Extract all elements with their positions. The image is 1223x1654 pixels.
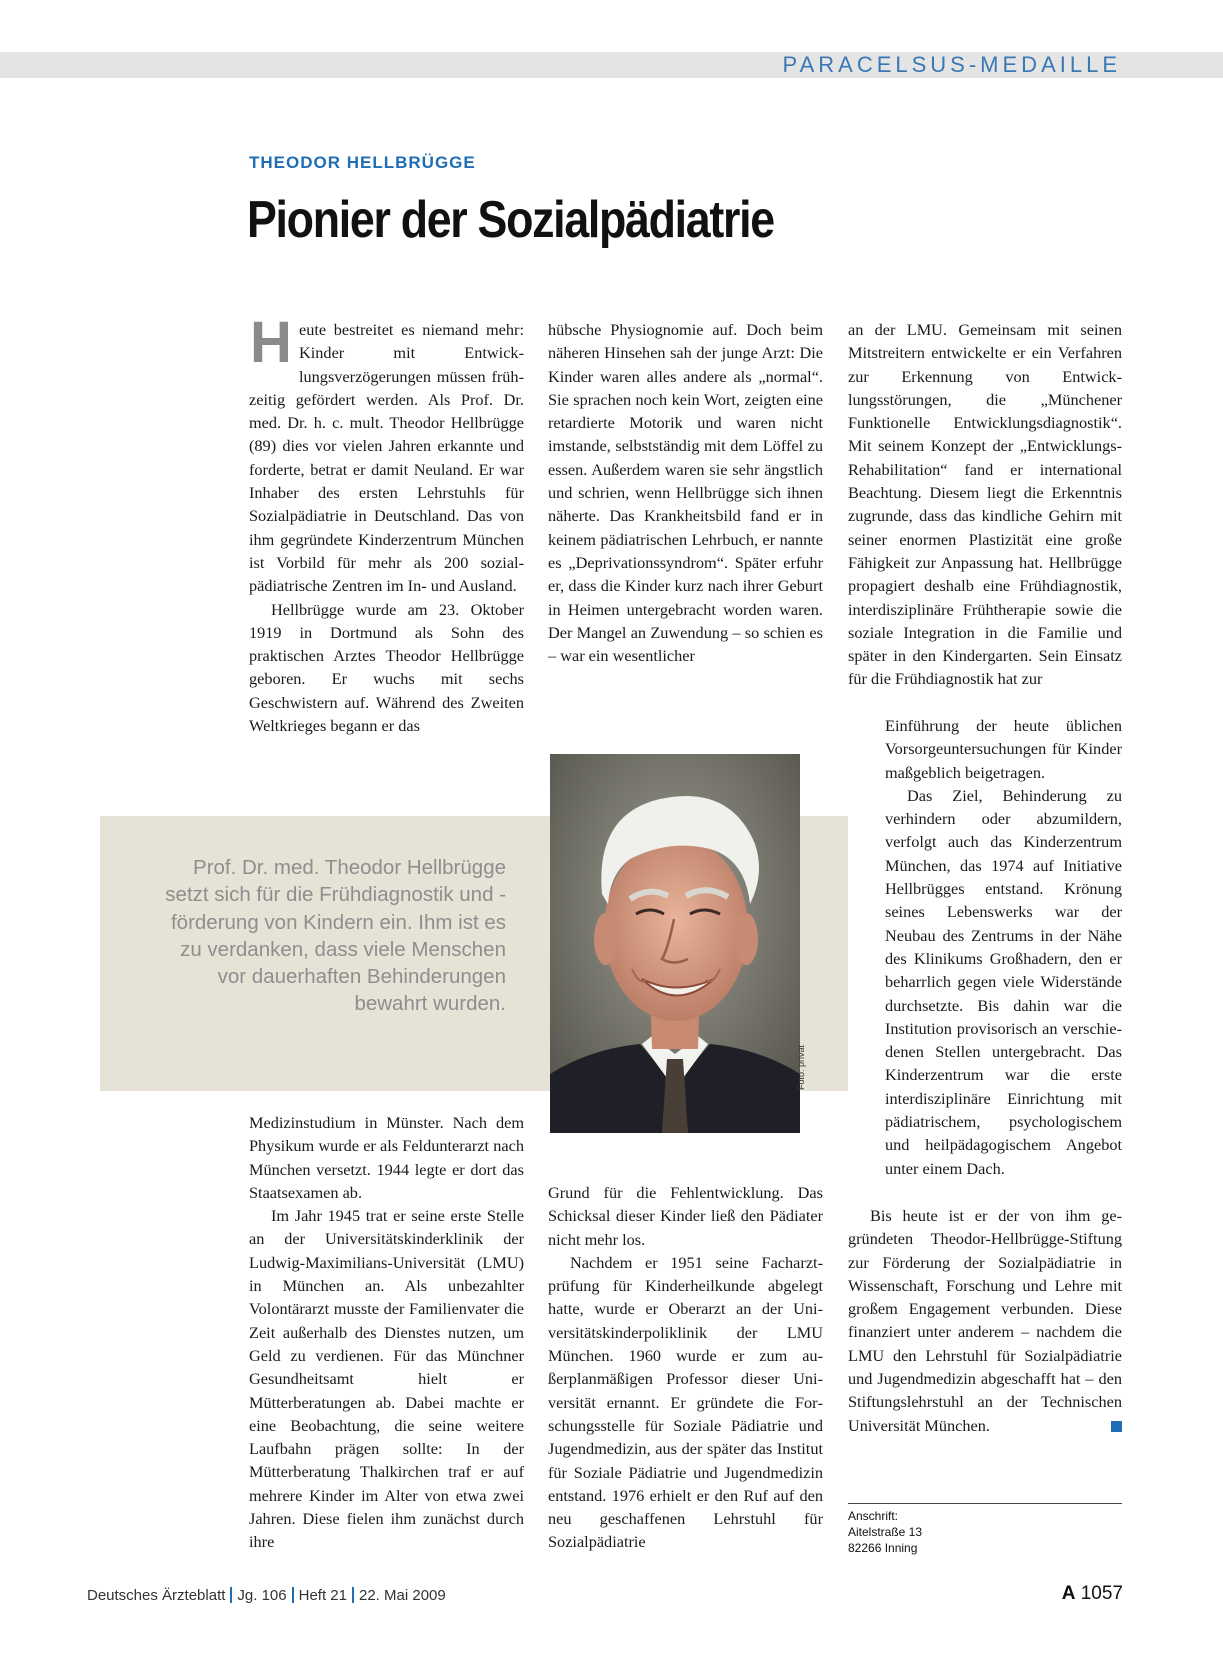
volume: Jg. 106 — [237, 1587, 287, 1604]
paragraph: Medizinstudium in Münster. Nach dem Physikum wurde er als Feldunterarzt nach München versetzt. 1944 legte er dort das Staatsexamen ab. — [249, 1113, 524, 1202]
paragraph: Grund für die Fehlentwicklung. Das Schicksal dieser Kinder ließ den Pädiater nicht mehr los. — [548, 1183, 823, 1249]
paragraph-text: Bis heute ist er der von ihm gegründeten Theodor-Hellbrügge-Stiftung zur Förderung der Sozialpädiatrie in Wissenschaft, Forschung und Lehre mit großem Engagement verbunden. Diese finanziert unter anderem – nachdem die LMU den Lehrstuhl für Sozialpädiatrie und Jugendmedizin abgeschafft hat – den Stiftungslehrstuhl an der Technischen Universität München. — [848, 1206, 1122, 1435]
paragraph: Nachdem er 1951 seine Facharztprüfung für Kinderheilkunde abgelegt hatte, wurde er Oberarzt an der Universitätskinderpoliklinik der LMU München. 1960 wurde er zum außerplanmäßigen Professor dieser Universität ernannt. Er gründete die Forschungsstelle für Soziale Pädiatrie und Jugendmedizin, aus der später das Institut für Soziale Pädiatrie und Jugendmedizin entstand. 1976 erhielt er den Ruf auf den neu geschaffenen Lehrstuhl für Sozialpädiatrie — [548, 1252, 823, 1552]
column-3-top — [848, 318, 1122, 691]
paragraph: Das Ziel, Behinderung zu verhindern oder abzumildern, verfolgt auch das Kinderzentrum München, das 1974 auf Initiative Hellbrügges entstand. Krönung seines Lebenswerks war der Neubau des Zentrums in der Nähe des Klinikums Großhadern, den er beharrlich gegen viele Widerstände durchsetzte. Bis dahin war die Institution provisorisch an verschiedenen Stellen untergebracht. Das Kinderzentrum war die erste interdisziplinäre Einrichtung mit pädiatrischem, psychologischem und heilpädagogischem Angebot unter einem Dach. — [885, 785, 1122, 1178]
page-number-value: 1057 — [1080, 1583, 1123, 1604]
separator — [292, 1587, 294, 1603]
page-prefix: A — [1061, 1583, 1076, 1604]
address-divider — [848, 1503, 1122, 1504]
drop-cap: H — [250, 310, 292, 375]
portrait-illustration — [550, 754, 800, 1133]
portrait-photo — [550, 754, 800, 1133]
address-label: Anschrift: — [848, 1509, 899, 1523]
footer — [87, 1587, 446, 1604]
address-block — [848, 1508, 922, 1556]
paragraph — [848, 1204, 1122, 1437]
pullquote-text: Prof. Dr. med. Theodor Hellbrügge setzt sich für die Frühdiagnostik und -förderung von Kindern ein. Ihm ist es zu verdanken, dass viele Menschen vor dauerhaften Behinderungen bewahrt wurden. — [165, 856, 506, 1016]
address-street: Aitelstraße 13 — [848, 1525, 923, 1539]
paragraph: eute bestreitet es niemand mehr: Kinder mit Entwicklungsverzögerungen müssen frühzeitig gefördert werden. Als Prof. Dr. med. Dr. h. c. mult. Theodor Hellbrügge (89) dies vor vielen Jahren erkannte und forderte, betrat er damit Neuland. Er war Inhaber des ersten Lehrstuhls für Sozialpädiatrie in Deutschland. Das von ihm gegründete Kinderzentrum München ist Vorbild für mehr als 200 sozialpädiatrische Zentren im In- und Ausland. — [249, 320, 524, 596]
column-1-top — [249, 310, 524, 737]
article-kicker: THEODOR HELLBRÜGGE — [249, 153, 476, 172]
photo-credit: Foto: privat — [796, 1044, 806, 1090]
paragraph: Hellbrügge wurde am 23. Oktober 1919 in Dortmund als Sohn des praktischen Arztes Theodor Hellbrügge geboren. Er wuchs mit sechs Geschwistern auf. Während des Zweiten Weltkrieges begann er das — [249, 599, 524, 736]
separator — [230, 1587, 232, 1603]
column-3-middle — [885, 714, 1122, 1180]
article-title: Pionier der Sozialpädiatrie — [247, 191, 774, 249]
address-city: 82266 Inning — [848, 1541, 918, 1555]
end-mark-icon — [1111, 1421, 1122, 1432]
paragraph: Einführung der heute üblichen Vorsorgeuntersuchungen für Kinder maßgeblich beigetragen. — [885, 716, 1122, 782]
issue: Heft 21 — [298, 1587, 347, 1604]
issue-date: 22. Mai 2009 — [359, 1587, 446, 1604]
paragraph: hübsche Physiognomie auf. Doch beim näheren Hinsehen sah der junge Arzt: Die Kinder waren alles andere als „normal“. Sie sprachen noch kein Wort, zeigten eine retardierte Motorik und waren nicht imstande, selbstständig mit dem Löffel zu essen. Außerdem waren sie sehr ängstlich und schrien, wenn Hellbrügge sich ihnen näherte. Das Krankheitsbild fand er in keinem pädiatrischen Lehrbuch, er nannte es „Deprivationssyndrom“. Später erfuhr er, dass die Kinder kurz nach ihrer Geburt in Heimen untergebracht worden waren. Der Mangel an Zuwendung – so schien es – war ein wesentlicher — [548, 320, 823, 666]
paragraph: Im Jahr 1945 trat er seine erste Stelle an der Universitätskinderklinik der Ludwig-Maximilians-Universität (LMU) in München an. Als unbezahlter Volontärarzt musste der Familienvater die Zeit außerhalb des Dienstes nutzen, um Geld zu verdienen. Für das Münchner Gesundheitsamt hielt er Mütterberatungen ab. Dabei machte er eine Beobachtung, die seine weitere Laufbahn prägen sollte: In der Mütterberatung Thalkirchen traf er auf mehrere Kinder im Alter von etwa zwei Jahren. Diese fielen ihm zunächst durch ihre — [249, 1206, 524, 1552]
column-2-bottom — [548, 1181, 823, 1554]
journal-name: Deutsches Ärzteblatt — [87, 1587, 226, 1604]
column-2-top — [548, 318, 823, 667]
separator — [352, 1587, 354, 1603]
section-label: PARACELSUS-MEDAILLE — [782, 52, 1121, 77]
page-number — [1062, 1583, 1123, 1605]
column-3-bottom — [848, 1204, 1122, 1437]
column-1-bottom — [249, 1111, 524, 1554]
paragraph: an der LMU. Gemeinsam mit seinen Mitstreitern entwickelte er ein Verfahren zur Erkennung von Entwicklungsstörungen, die „Münchener Funktionelle Entwicklungsdiagnostik“. Mit seinem Konzept der „Entwicklungs-Rehabilitation“ fand er international Beachtung. Diesem liegt die Erkenntnis zugrunde, dass das kindliche Gehirn mit seiner enormen Plastizität eine große Fähigkeit zur Anpassung hat. Hellbrügge propagiert deshalb eine Frühdiagnostik, interdisziplinäre Frühtherapie sowie die soziale Integration in die Familie und später in den Kindergarten. Sein Einsatz für die Frühdiagnostik hat zur — [848, 320, 1122, 689]
